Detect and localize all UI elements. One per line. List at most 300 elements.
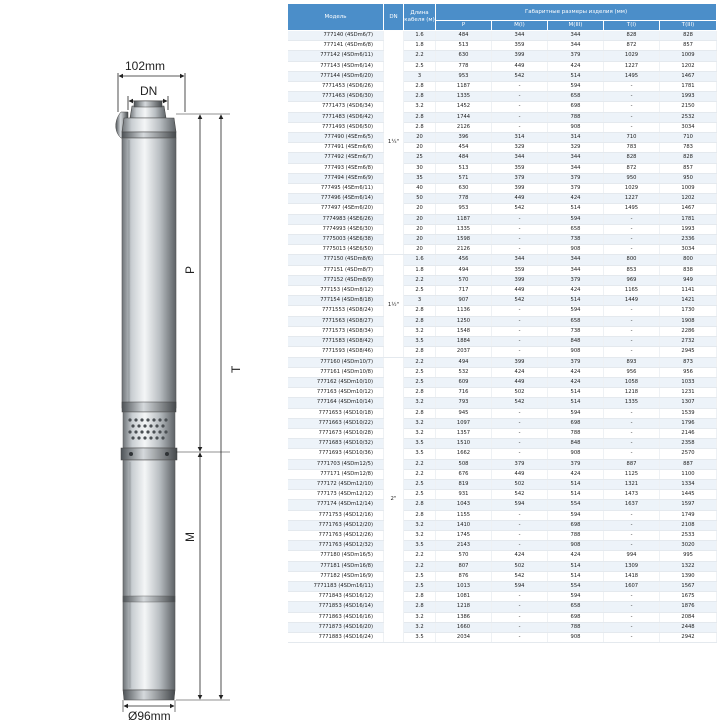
- cell-t1: 1125: [604, 469, 660, 479]
- cell-cable: 25: [404, 153, 436, 163]
- cell-t1: -: [604, 102, 660, 112]
- table-row: [288, 398, 717, 408]
- cell-p: 1744: [436, 112, 492, 122]
- cell-model: 7771493 (4SD6/50): [288, 122, 384, 132]
- table-row: [288, 592, 717, 602]
- cell-p: 931: [436, 490, 492, 500]
- cell-m3: 514: [548, 571, 604, 581]
- cell-m1: -: [492, 449, 548, 459]
- cell-model: 7771843 (4SD16/12): [288, 592, 384, 602]
- cell-t3: 1781: [660, 214, 717, 224]
- cell-model: 777164 (4SDm10/14): [288, 398, 384, 408]
- cell-t1: -: [604, 214, 660, 224]
- table-row: [288, 184, 717, 194]
- table-row: [288, 245, 717, 255]
- cell-dn: 1¼": [384, 31, 404, 255]
- cell-p: 1452: [436, 102, 492, 112]
- cell-cable: 2.8: [404, 122, 436, 132]
- cell-model: 777491 (4SEm6/6): [288, 143, 384, 153]
- cell-t1: -: [604, 530, 660, 540]
- cell-m3: 554: [548, 581, 604, 591]
- cell-m1: 542: [492, 490, 548, 500]
- cell-t3: 2942: [660, 632, 717, 642]
- table-row: [288, 316, 717, 326]
- cell-t1: 956: [604, 367, 660, 377]
- diameter-label: Ø96mm: [128, 709, 171, 720]
- cell-model: 7775003 (4SE6/38): [288, 235, 384, 245]
- cell-m1: 314: [492, 133, 548, 143]
- cell-t3: 2084: [660, 612, 717, 622]
- cell-t1: 1029: [604, 51, 660, 61]
- table-row: [288, 112, 717, 122]
- cell-m3: 424: [548, 61, 604, 71]
- cell-model: 777490 (4SEm6/5): [288, 133, 384, 143]
- cell-p: 778: [436, 194, 492, 204]
- cell-m1: -: [492, 214, 548, 224]
- table-row: [288, 388, 717, 398]
- cell-model: 777143 (4SDm6/14): [288, 61, 384, 71]
- cell-m1: 502: [492, 388, 548, 398]
- cell-t3: 1467: [660, 71, 717, 81]
- cell-t1: 710: [604, 133, 660, 143]
- cell-m1: 399: [492, 184, 548, 194]
- col-cable-header: Длина кабеля (м): [404, 4, 436, 31]
- cell-t1: -: [604, 112, 660, 122]
- cell-m3: 698: [548, 612, 604, 622]
- cell-p: 513: [436, 163, 492, 173]
- cell-p: 1136: [436, 306, 492, 316]
- cell-cable: 3: [404, 71, 436, 81]
- cell-model: 777181 (4SDm16/8): [288, 561, 384, 571]
- cell-model: 777493 (4SEm6/8): [288, 163, 384, 173]
- cell-m3: 848: [548, 439, 604, 449]
- cell-p: 1598: [436, 235, 492, 245]
- cell-m3: 514: [548, 398, 604, 408]
- table-row: [288, 418, 717, 428]
- cell-t1: -: [604, 520, 660, 530]
- cell-t1: -: [604, 510, 660, 520]
- cell-p: 778: [436, 61, 492, 71]
- cell-t1: -: [604, 632, 660, 642]
- cell-m3: 908: [548, 347, 604, 357]
- cell-dn: 1½": [384, 255, 404, 357]
- cell-t3: 838: [660, 265, 717, 275]
- cell-model: 7771553 (4SD8/24): [288, 306, 384, 316]
- cell-p: 513: [436, 41, 492, 51]
- pump-dimension-drawing: [0, 0, 280, 720]
- cell-t1: -: [604, 622, 660, 632]
- cell-p: 807: [436, 561, 492, 571]
- cell-t3: 1597: [660, 500, 717, 510]
- cell-t1: -: [604, 541, 660, 551]
- cell-cable: 2.8: [404, 112, 436, 122]
- cell-t3: 857: [660, 163, 717, 173]
- cell-m3: 594: [548, 306, 604, 316]
- cell-m3: 594: [548, 510, 604, 520]
- cell-t1: 1165: [604, 286, 660, 296]
- cell-m3: 554: [548, 500, 604, 510]
- cell-model: 777142 (4SDm6/11): [288, 51, 384, 61]
- table-row: [288, 296, 717, 306]
- cell-t3: 2532: [660, 112, 717, 122]
- cell-m3: 514: [548, 71, 604, 81]
- cell-m1: -: [492, 520, 548, 530]
- cell-t3: 1908: [660, 316, 717, 326]
- cell-p: 1510: [436, 439, 492, 449]
- cell-m1: -: [492, 122, 548, 132]
- cell-model: 777180 (4SDm16/5): [288, 551, 384, 561]
- cell-cable: 2.8: [404, 347, 436, 357]
- cell-cable: 1.6: [404, 255, 436, 265]
- cell-t3: 2945: [660, 347, 717, 357]
- cell-t3: 1445: [660, 490, 717, 500]
- table-row: [288, 61, 717, 71]
- table-row: [288, 377, 717, 387]
- cell-m3: 514: [548, 204, 604, 214]
- cell-m1: 449: [492, 469, 548, 479]
- cell-m1: -: [492, 82, 548, 92]
- cell-m3: 908: [548, 632, 604, 642]
- cell-t1: 969: [604, 275, 660, 285]
- cell-t1: 1449: [604, 296, 660, 306]
- cell-model: 777140 (4SDm6/7): [288, 31, 384, 41]
- table-row: [288, 632, 717, 642]
- cell-m3: 514: [548, 490, 604, 500]
- cell-p: 2034: [436, 632, 492, 642]
- cell-m1: 359: [492, 265, 548, 275]
- cell-m1: -: [492, 306, 548, 316]
- spec-table: [287, 3, 717, 643]
- cell-t1: 1309: [604, 561, 660, 571]
- cell-model: 7771883 (4SD16/24): [288, 632, 384, 642]
- cell-cable: 2.2: [404, 275, 436, 285]
- cell-p: 1335: [436, 224, 492, 234]
- cell-m1: -: [492, 530, 548, 540]
- table-row: [288, 449, 717, 459]
- cell-t1: 853: [604, 265, 660, 275]
- cell-t1: -: [604, 82, 660, 92]
- cell-t1: -: [604, 347, 660, 357]
- diameter-dimension: [123, 700, 175, 720]
- t-label: T: [229, 365, 243, 373]
- cell-p: 2037: [436, 347, 492, 357]
- cell-m1: 359: [492, 163, 548, 173]
- cell-model: 7771453 (4SD6/26): [288, 82, 384, 92]
- cell-cable: 2.8: [404, 82, 436, 92]
- cell-model: 777163 (4SDm10/12): [288, 388, 384, 398]
- cell-t3: 1876: [660, 602, 717, 612]
- cell-cable: 20: [404, 143, 436, 153]
- cell-m3: 698: [548, 520, 604, 530]
- cell-m1: 542: [492, 71, 548, 81]
- table-row: [288, 469, 717, 479]
- col-t3-header: T(III): [660, 21, 717, 31]
- table-row: [288, 520, 717, 530]
- cell-p: 876: [436, 571, 492, 581]
- cell-t3: 1009: [660, 51, 717, 61]
- cell-m3: 788: [548, 428, 604, 438]
- cell-m3: 344: [548, 153, 604, 163]
- cell-t1: 1058: [604, 377, 660, 387]
- cell-m3: 424: [548, 377, 604, 387]
- cell-t1: -: [604, 428, 660, 438]
- cell-m1: 542: [492, 571, 548, 581]
- cell-m1: 449: [492, 61, 548, 71]
- cell-p: 456: [436, 255, 492, 265]
- cell-cable: 3.2: [404, 428, 436, 438]
- cell-cable: 3.5: [404, 439, 436, 449]
- cell-t1: 1418: [604, 571, 660, 581]
- table-row: [288, 214, 717, 224]
- cell-t1: 1495: [604, 204, 660, 214]
- cell-p: 1357: [436, 428, 492, 438]
- cell-m1: 424: [492, 551, 548, 561]
- cell-t1: -: [604, 122, 660, 132]
- table-row: [288, 439, 717, 449]
- cell-m3: 738: [548, 235, 604, 245]
- cell-t3: 828: [660, 31, 717, 41]
- cell-p: 716: [436, 388, 492, 398]
- cell-cable: 35: [404, 173, 436, 183]
- cell-m1: -: [492, 622, 548, 632]
- cell-m3: 424: [548, 286, 604, 296]
- table-row: [288, 561, 717, 571]
- cell-m1: -: [492, 541, 548, 551]
- cell-m1: -: [492, 245, 548, 255]
- cell-m1: -: [492, 102, 548, 112]
- cell-t1: 828: [604, 153, 660, 163]
- cell-cable: 1.8: [404, 265, 436, 275]
- cell-cable: 2.2: [404, 469, 436, 479]
- cell-t3: 1009: [660, 184, 717, 194]
- cell-cable: 2.8: [404, 92, 436, 102]
- cell-model: 7771473 (4SD6/34): [288, 102, 384, 112]
- table-row: [288, 224, 717, 234]
- table-row: [288, 133, 717, 143]
- cell-model: 777172 (4SDm12/10): [288, 479, 384, 489]
- cell-p: 630: [436, 184, 492, 194]
- cell-model: 777160 (4SDm10/7): [288, 357, 384, 367]
- cell-t1: -: [604, 92, 660, 102]
- cell-m1: -: [492, 347, 548, 357]
- cell-model: 7771563 (4SD8/27): [288, 316, 384, 326]
- col-p-header: P: [436, 21, 492, 31]
- cell-m3: 514: [548, 479, 604, 489]
- cell-t1: -: [604, 439, 660, 449]
- cell-t1: 828: [604, 31, 660, 41]
- cell-model: 7771183 (4SDm16/11): [288, 581, 384, 591]
- cell-p: 454: [436, 143, 492, 153]
- table-row: [288, 153, 717, 163]
- cell-model: 7771573 (4SD8/34): [288, 326, 384, 336]
- cell-p: 571: [436, 173, 492, 183]
- cell-m1: 542: [492, 204, 548, 214]
- cell-t1: 1473: [604, 490, 660, 500]
- cell-p: 2126: [436, 122, 492, 132]
- cell-m1: 359: [492, 41, 548, 51]
- table-row: [288, 204, 717, 214]
- cell-model: 7771873 (4SD16/20): [288, 622, 384, 632]
- cell-t3: 1730: [660, 306, 717, 316]
- cell-cable: 2.5: [404, 490, 436, 500]
- col-t1-header: T(I): [604, 21, 660, 31]
- cell-m3: 594: [548, 408, 604, 418]
- cell-t3: 1675: [660, 592, 717, 602]
- cell-cable: 3: [404, 296, 436, 306]
- cell-t1: -: [604, 418, 660, 428]
- table-row: [288, 581, 717, 591]
- cell-t3: 1781: [660, 82, 717, 92]
- cell-model: 7771853 (4SD16/14): [288, 602, 384, 612]
- cell-cable: 3.2: [404, 622, 436, 632]
- cell-cable: 20: [404, 245, 436, 255]
- cell-p: 945: [436, 408, 492, 418]
- cell-t1: -: [604, 592, 660, 602]
- cell-model: 777161 (4SDm10/8): [288, 367, 384, 377]
- cell-p: 717: [436, 286, 492, 296]
- cell-m1: -: [492, 92, 548, 102]
- cell-m1: -: [492, 418, 548, 428]
- cell-m1: -: [492, 592, 548, 602]
- cell-cable: 3.2: [404, 398, 436, 408]
- table-row: [288, 428, 717, 438]
- table-row: [288, 459, 717, 469]
- col-dims-header: Габаритные размеры изделия (мм): [436, 4, 717, 21]
- cell-p: 1250: [436, 316, 492, 326]
- pump-illustration: [116, 101, 177, 700]
- table-row: [288, 163, 717, 173]
- height-dimensions: [176, 114, 243, 700]
- cell-m3: 344: [548, 41, 604, 51]
- cell-t1: 1227: [604, 194, 660, 204]
- cell-m1: 502: [492, 561, 548, 571]
- table-row: [288, 408, 717, 418]
- cell-m1: -: [492, 224, 548, 234]
- cell-t3: 783: [660, 143, 717, 153]
- cell-cable: 3.2: [404, 530, 436, 540]
- col-m3-header: M(III): [548, 21, 604, 31]
- cell-cable: 2.8: [404, 602, 436, 612]
- cell-m1: -: [492, 337, 548, 347]
- table-row: [288, 255, 717, 265]
- cell-cable: 3.5: [404, 337, 436, 347]
- cell-p: 953: [436, 204, 492, 214]
- cell-m1: -: [492, 439, 548, 449]
- cell-model: 777496 (4SEm6/14): [288, 194, 384, 204]
- cell-m3: 379: [548, 184, 604, 194]
- cell-t1: 893: [604, 357, 660, 367]
- cell-p: 1081: [436, 592, 492, 602]
- cell-m3: 344: [548, 265, 604, 275]
- cell-p: 484: [436, 31, 492, 41]
- cell-cable: 2.8: [404, 316, 436, 326]
- cell-t1: -: [604, 316, 660, 326]
- cell-t1: 1029: [604, 184, 660, 194]
- table-row: [288, 306, 717, 316]
- cell-p: 396: [436, 133, 492, 143]
- cell-t3: 1307: [660, 398, 717, 408]
- cell-m3: 908: [548, 122, 604, 132]
- cell-model: 777171 (4SDm12/8): [288, 469, 384, 479]
- cell-model: 777154 (4SDm8/18): [288, 296, 384, 306]
- cell-t3: 2732: [660, 337, 717, 347]
- cell-model: 7771763 (4SD12/20): [288, 520, 384, 530]
- cell-m3: 788: [548, 622, 604, 632]
- cell-t3: 2150: [660, 102, 717, 112]
- cell-model: 7774983 (4SE6/26): [288, 214, 384, 224]
- cell-m3: 379: [548, 459, 604, 469]
- cell-m3: 329: [548, 143, 604, 153]
- cell-p: 1410: [436, 520, 492, 530]
- cell-m1: 399: [492, 51, 548, 61]
- cell-p: 1043: [436, 500, 492, 510]
- cell-m3: 658: [548, 224, 604, 234]
- cell-cable: 20: [404, 214, 436, 224]
- cell-cable: 2.5: [404, 377, 436, 387]
- table-row: [288, 612, 717, 622]
- cell-t3: 2336: [660, 235, 717, 245]
- cell-cable: 3.5: [404, 449, 436, 459]
- cell-m3: 344: [548, 31, 604, 41]
- table-row: [288, 122, 717, 132]
- cell-p: 609: [436, 377, 492, 387]
- cell-cable: 2.5: [404, 286, 436, 296]
- cell-p: 819: [436, 479, 492, 489]
- cell-m3: 788: [548, 530, 604, 540]
- cell-m3: 344: [548, 163, 604, 173]
- cell-cable: 2.2: [404, 459, 436, 469]
- cell-p: 570: [436, 275, 492, 285]
- cell-m3: 514: [548, 296, 604, 306]
- cell-m3: 344: [548, 255, 604, 265]
- cell-cable: 2.2: [404, 551, 436, 561]
- table-row: [288, 326, 717, 336]
- cell-model: 7771683 (4SD10/32): [288, 439, 384, 449]
- cell-p: 676: [436, 469, 492, 479]
- cell-cable: 3.5: [404, 632, 436, 642]
- cell-t3: 828: [660, 153, 717, 163]
- cell-t1: -: [604, 306, 660, 316]
- cell-m1: 449: [492, 194, 548, 204]
- cell-m3: 788: [548, 112, 604, 122]
- table-row: [288, 51, 717, 61]
- cell-cable: 20: [404, 235, 436, 245]
- cell-t1: 1227: [604, 61, 660, 71]
- cell-t3: 1993: [660, 224, 717, 234]
- cell-p: 1884: [436, 337, 492, 347]
- cell-m1: 594: [492, 581, 548, 591]
- cell-t3: 887: [660, 459, 717, 469]
- width-label: 102mm: [125, 59, 166, 73]
- cell-model: 7771753 (4SD12/16): [288, 510, 384, 520]
- cell-t3: 800: [660, 255, 717, 265]
- cell-m3: 379: [548, 275, 604, 285]
- cell-t3: 1796: [660, 418, 717, 428]
- cell-m1: 329: [492, 143, 548, 153]
- cell-m1: 424: [492, 367, 548, 377]
- cell-model: 777497 (4SEm6/20): [288, 204, 384, 214]
- cell-p: 1013: [436, 581, 492, 591]
- cell-t1: -: [604, 449, 660, 459]
- cell-cable: 2.5: [404, 571, 436, 581]
- cell-m3: 424: [548, 469, 604, 479]
- cell-t3: 1421: [660, 296, 717, 306]
- cell-t3: 1231: [660, 388, 717, 398]
- table-row: [288, 31, 717, 41]
- cell-t3: 956: [660, 367, 717, 377]
- table-row: [288, 347, 717, 357]
- cell-cable: 3.2: [404, 102, 436, 112]
